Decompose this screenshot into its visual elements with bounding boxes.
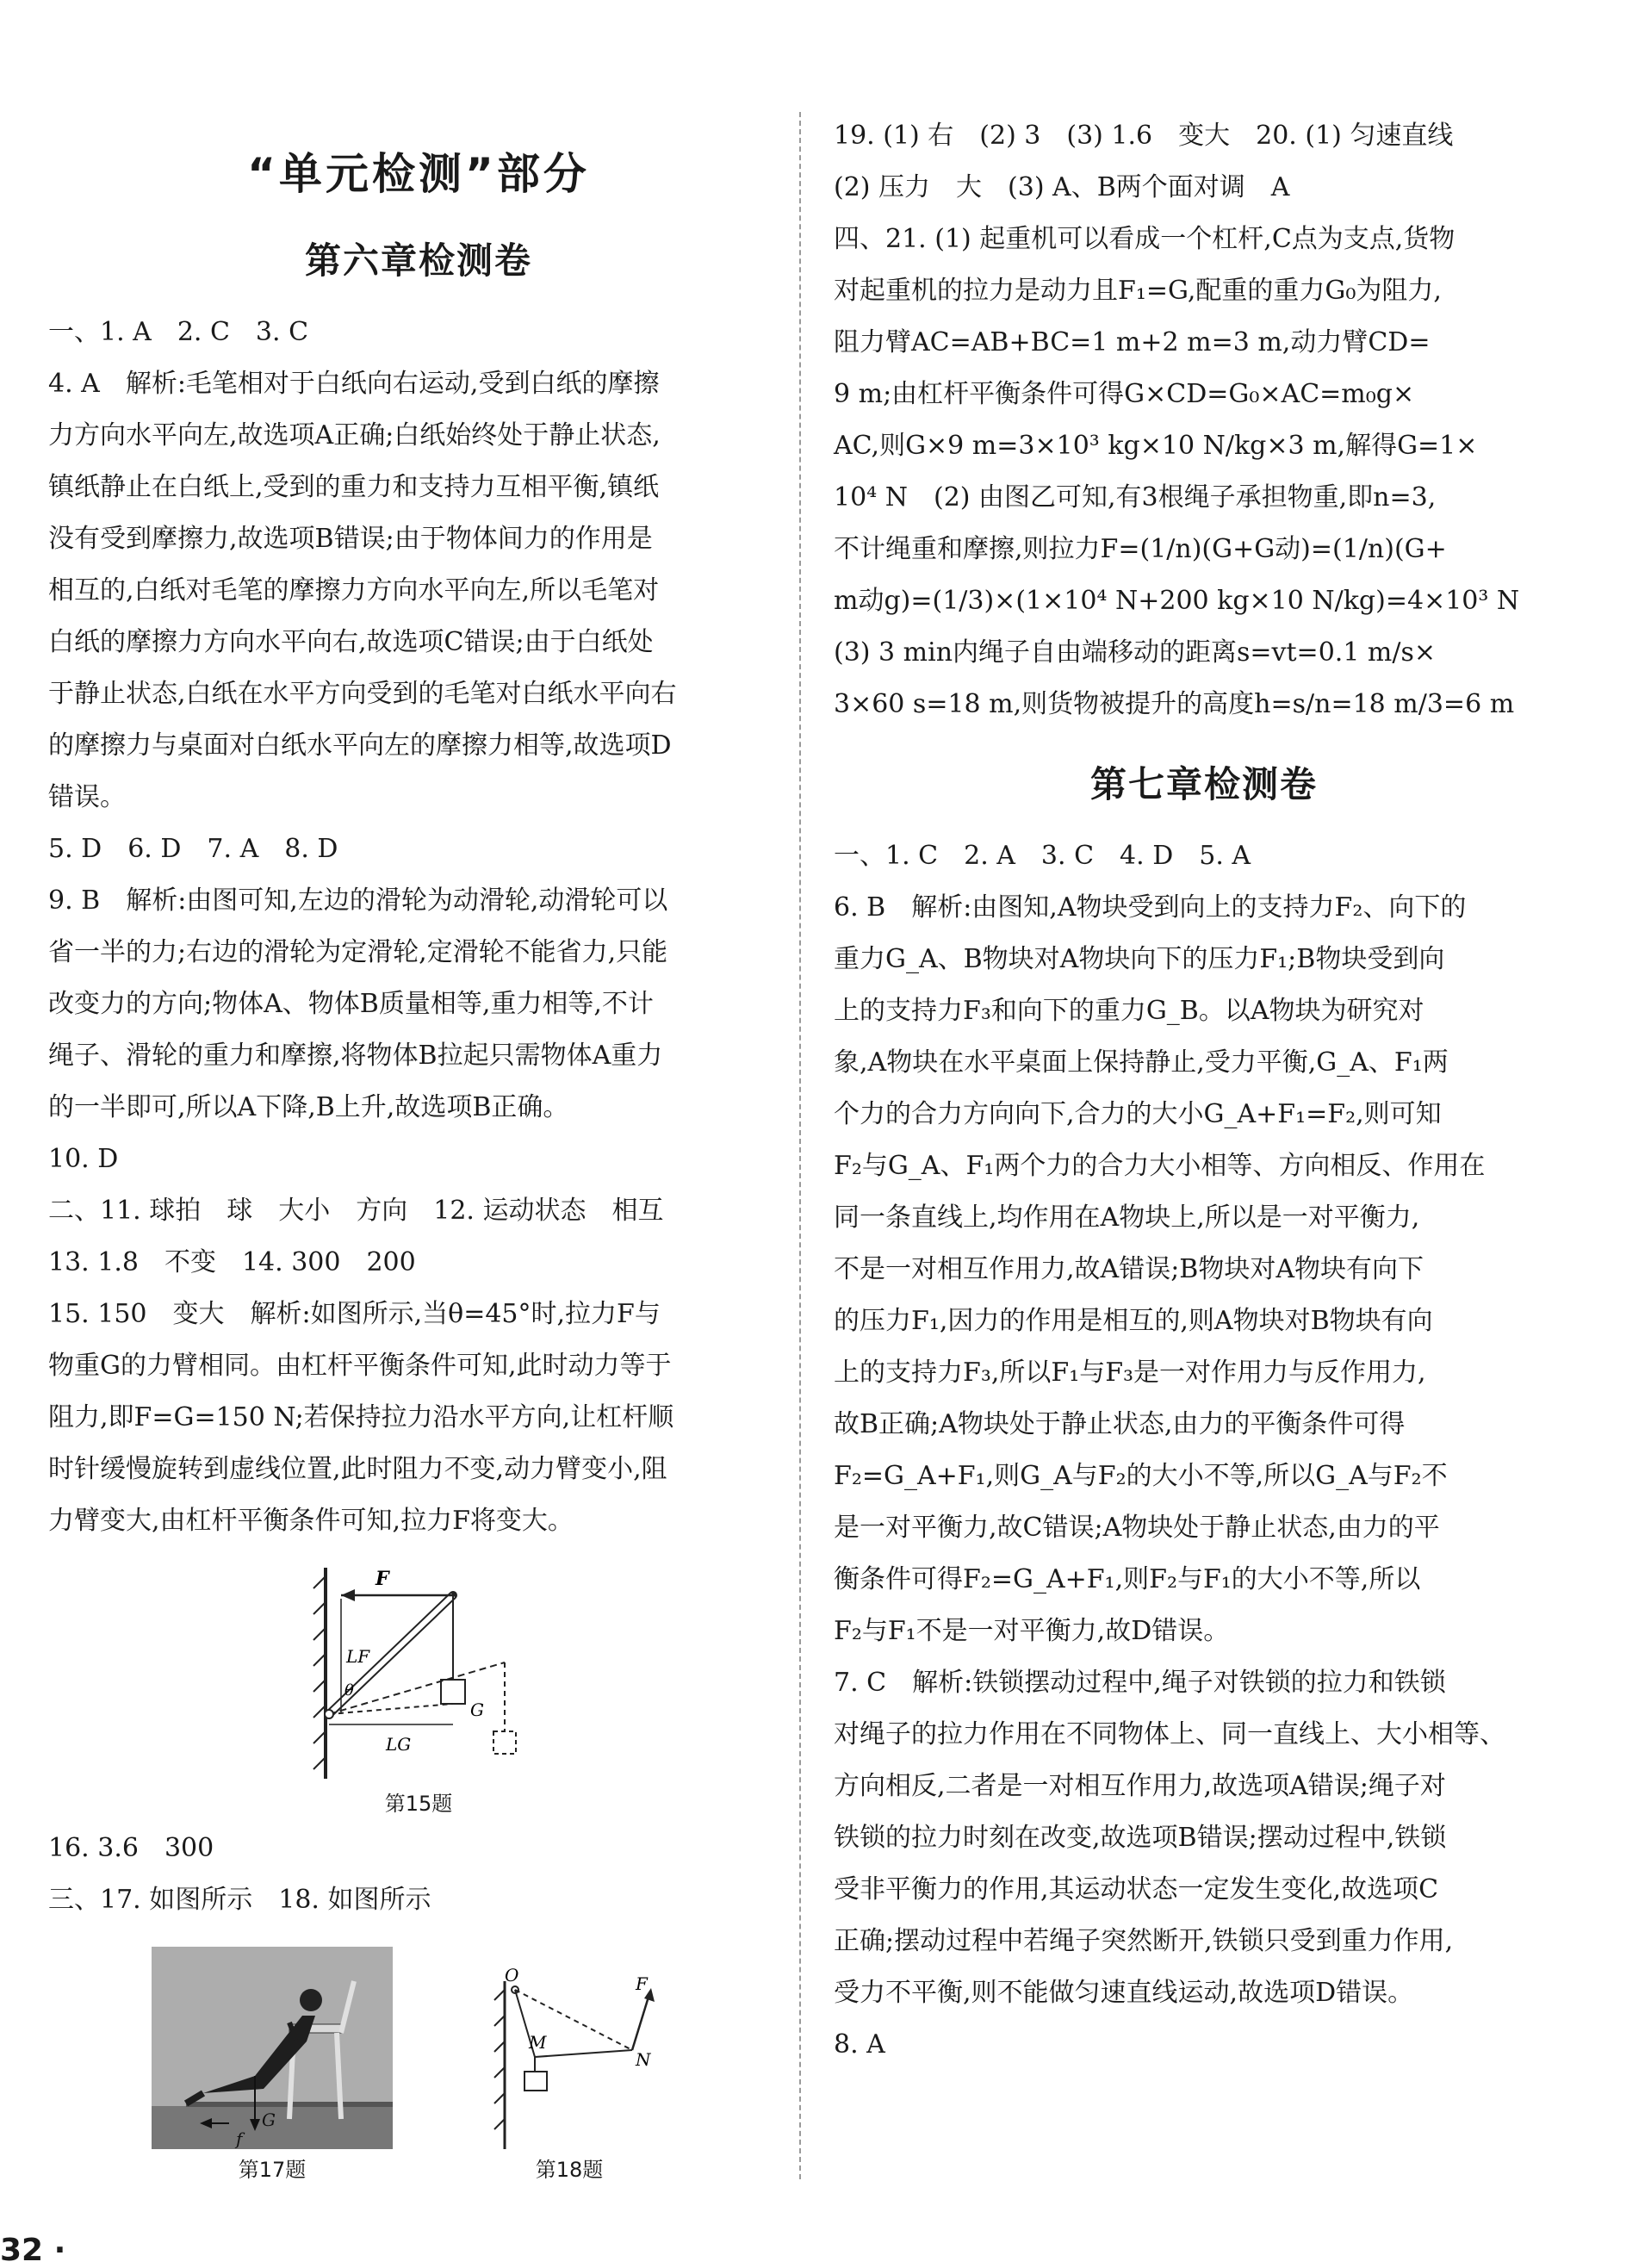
answer-line: 相互的,白纸对毛笔的摩擦力方向水平向左,所以毛笔对 <box>48 575 660 606</box>
answer-line: 19. (1) 右 (2) 3 (3) 1.6 变大 20. (1) 匀速直线 <box>834 121 1454 151</box>
answer-line: 改变力的方向;物体A、物体B质量相等,重力相等,不计 <box>48 989 654 1019</box>
answer-line: 5. D 6. D 7. A 8. D <box>48 834 338 864</box>
label-LF: LF <box>346 1646 370 1667</box>
label-N: N <box>636 2049 651 2070</box>
answer-line: 不是一对相互作用力,故A错误;B物块对A物块有向下 <box>834 1254 1424 1284</box>
answer-line: 错误。 <box>48 782 126 812</box>
answer-line: 省一半的力;右边的滑轮为定滑轮,定滑轮不能省力,只能 <box>48 937 668 967</box>
pushup-photo <box>152 1947 393 2149</box>
answer-line: 4. A 解析:毛笔相对于白纸向右运动,受到白纸的摩擦 <box>48 369 660 399</box>
figure-15-caption: 第15题 <box>384 1792 453 1816</box>
answer-line: 衡条件可得F₂=G_A+F₁,则F₂与F₁的大小不等,所以 <box>834 1564 1421 1594</box>
answer-line: F₂与G_A、F₁两个力的合力大小相等、方向相反、作用在 <box>834 1151 1486 1181</box>
chapter6-title: 第六章检测卷 <box>304 239 532 282</box>
left-column <box>48 95 789 2202</box>
answer-line: 9 m;由杠杆平衡条件可得G×CD=G₀×AC=m₀g× <box>834 379 1415 409</box>
answer-line: 象,A物块在水平桌面上保持静止,受力平衡,G_A、F₁两 <box>834 1047 1449 1078</box>
answer-line: m动g)=(1/3)×(1×10⁴ N+200 kg×10 N/kg)=4×10³ N <box>834 586 1520 616</box>
answer-line: F₂=G_A+F₁,则G_A与F₂的大小不等,所以G_A与F₂不 <box>834 1461 1448 1491</box>
label-theta: θ <box>344 1681 354 1699</box>
figure-18 <box>453 1947 686 2183</box>
answer-line: 7. C 解析:铁锁摆动过程中,绳子对铁锁的拉力和铁锁 <box>834 1668 1446 1698</box>
page-number: 32 · <box>0 2233 66 2268</box>
answer-line: 对起重机的拉力是动力且F₁=G,配重的重力G₀为阻力, <box>834 276 1442 306</box>
chapter6-answers <box>48 307 789 1547</box>
answer-line: 10. D <box>48 1144 119 1174</box>
label-F18: F <box>636 1973 648 1994</box>
answer-line: 13. 1.8 不变 14. 300 200 <box>48 1247 416 1277</box>
label-F: F <box>376 1568 389 1590</box>
answer-line: 的摩擦力与桌面对白纸水平向左的摩擦力相等,故选项D <box>48 730 672 761</box>
answer-line: 二、11. 球拍 球 大小 方向 12. 运动状态 相互 <box>48 1196 664 1226</box>
answer-line: 受力不平衡,则不能做匀速直线运动,故选项D错误。 <box>834 1978 1414 2008</box>
column-divider <box>799 112 801 2179</box>
label-M: M <box>529 2032 547 2053</box>
answer-line: 绳子、滑轮的重力和摩擦,将物体B拉起只需物体A重力 <box>48 1041 663 1071</box>
chapter7-title: 第七章检测卷 <box>1089 763 1318 805</box>
answer-line: 时针缓慢旋转到虚线位置,此时阻力不变,动力臂变小,阻 <box>48 1454 667 1484</box>
answer-line: 9. B 解析:由图可知,左边的滑轮为动滑轮,动滑轮可以 <box>48 885 668 916</box>
answer-line: 四、21. (1) 起重机可以看成一个杠杆,C点为支点,货物 <box>834 224 1455 254</box>
answer-line: 物重G的力臂相同。由杠杆平衡条件可知,此时动力等于 <box>48 1351 672 1381</box>
label-G17: G <box>262 2110 276 2130</box>
answer-line: 没有受到摩擦力,故选项B错误;由于物体间力的作用是 <box>48 524 653 554</box>
answer-line: 力方向水平向左,故选项A正确;白纸始终处于静止状态, <box>48 420 661 450</box>
answer-line: 同一条直线上,均作用在A物块上,所以是一对平衡力, <box>834 1202 1420 1233</box>
answer-line: 6. B 解析:由图知,A物块受到向上的支持力F₂、向下的 <box>834 892 1467 923</box>
answer-line: F₂与F₁不是一对平衡力,故D错误。 <box>834 1616 1230 1646</box>
answer-line: 不计绳重和摩擦,则拉力F=(1/n)(G+G动)=(1/n)(G+ <box>834 534 1447 564</box>
answer-line: 一、1. A 2. C 3. C <box>48 317 309 347</box>
answer-line: (2) 压力 大 (3) A、B两个面对调 A <box>834 172 1290 202</box>
answer-line: 8. A <box>834 2029 885 2060</box>
answer-line: 阻力,即F=G=150 N;若保持拉力沿水平方向,让杠杆顺 <box>48 1402 674 1432</box>
figure-17 <box>152 1947 393 2183</box>
label-O: O <box>505 1965 519 1985</box>
rope-diagram <box>453 1947 686 2149</box>
label-G: G <box>470 1699 484 1720</box>
answer-line: 力臂变大,由杠杆平衡条件可知,拉力F将变大。 <box>48 1506 574 1536</box>
section-title: “单元检测”部分 <box>247 149 590 199</box>
figures-17-18 <box>48 1938 789 2197</box>
answer-line: 是一对平衡力,故C错误;A物块处于静止状态,由力的平 <box>834 1513 1440 1543</box>
figure-17-caption: 第17题 <box>238 2158 307 2182</box>
answer-line: (3) 3 min内绳子自由端移动的距离s=vt=0.1 m/s× <box>834 637 1437 668</box>
answer-line: 16. 3.6 300 <box>48 1833 214 1863</box>
answer-line: 上的支持力F₃,所以F₁与F₃是一对作用力与反作用力, <box>834 1358 1426 1388</box>
answer-line: 的压力F₁,因力的作用是相互的,则A物块对B物块有向 <box>834 1306 1433 1336</box>
answer-line: 受非平衡力的作用,其运动状态一定发生变化,故选项C <box>834 1874 1439 1904</box>
answer-line: 三、17. 如图所示 18. 如图所示 <box>48 1885 431 1915</box>
answer-line: 铁锁的拉力时刻在改变,故选项B错误;摆动过程中,铁锁 <box>834 1823 1447 1853</box>
chapter6-answers-continued <box>48 1823 789 1926</box>
label-LG: LG <box>386 1734 412 1755</box>
answer-line: AC,则G×9 m=3×10³ kg×10 N/kg×3 m,解得G=1× <box>834 431 1478 461</box>
answer-line: 对绳子的拉力作用在不同物体上、同一直线上、大小相等、 <box>834 1719 1505 1749</box>
answer-line: 镇纸静止在白纸上,受到的重力和支持力互相平衡,镇纸 <box>48 472 660 502</box>
figure-18-caption: 第18题 <box>535 2158 604 2182</box>
answer-line: 15. 150 变大 解析:如图所示,当θ=45°时,拉力F与 <box>48 1299 661 1329</box>
answer-line: 方向相反,二者是一对相互作用力,故选项A错误;绳子对 <box>834 1771 1446 1801</box>
answer-line: 一、1. C 2. A 3. C 4. D 5. A <box>834 841 1251 871</box>
answer-line: 故B正确;A物块处于静止状态,由力的平衡条件可得 <box>834 1409 1406 1439</box>
chapter7-answers <box>834 830 1574 2071</box>
figure-15 <box>48 1559 789 1818</box>
label-f: f <box>236 2128 243 2149</box>
lever-diagram <box>48 1559 789 1783</box>
answer-line: 于静止状态,白纸在水平方向受到的毛笔对白纸水平向右 <box>48 679 677 709</box>
right-column <box>834 110 1574 2071</box>
answer-line: 正确;摆动过程中若绳子突然断开,铁锁只受到重力作用, <box>834 1926 1454 1956</box>
answer-line: 的一半即可,所以A下降,B上升,故选项B正确。 <box>48 1092 569 1122</box>
answer-line: 阻力臂AC=AB+BC=1 m+2 m=3 m,动力臂CD= <box>834 327 1431 357</box>
answer-line: 个力的合力方向向下,合力的大小G_A+F₁=F₂,则可知 <box>834 1099 1442 1129</box>
answer-line: 上的支持力F₃和向下的重力G_B。以A物块为研究对 <box>834 996 1424 1026</box>
answer-line: 重力G_A、B物块对A物块向下的压力F₁;B物块受到向 <box>834 944 1445 974</box>
chapter6-answers-part2 <box>834 110 1574 730</box>
answer-line: 10⁴ N (2) 由图乙可知,有3根绳子承担物重,即n=3, <box>834 482 1437 513</box>
answer-line: 3×60 s=18 m,则货物被提升的高度h=s/n=18 m/3=6 m <box>834 689 1515 719</box>
answer-line: 白纸的摩擦力方向水平向右,故选项C错误;由于白纸处 <box>48 627 654 657</box>
